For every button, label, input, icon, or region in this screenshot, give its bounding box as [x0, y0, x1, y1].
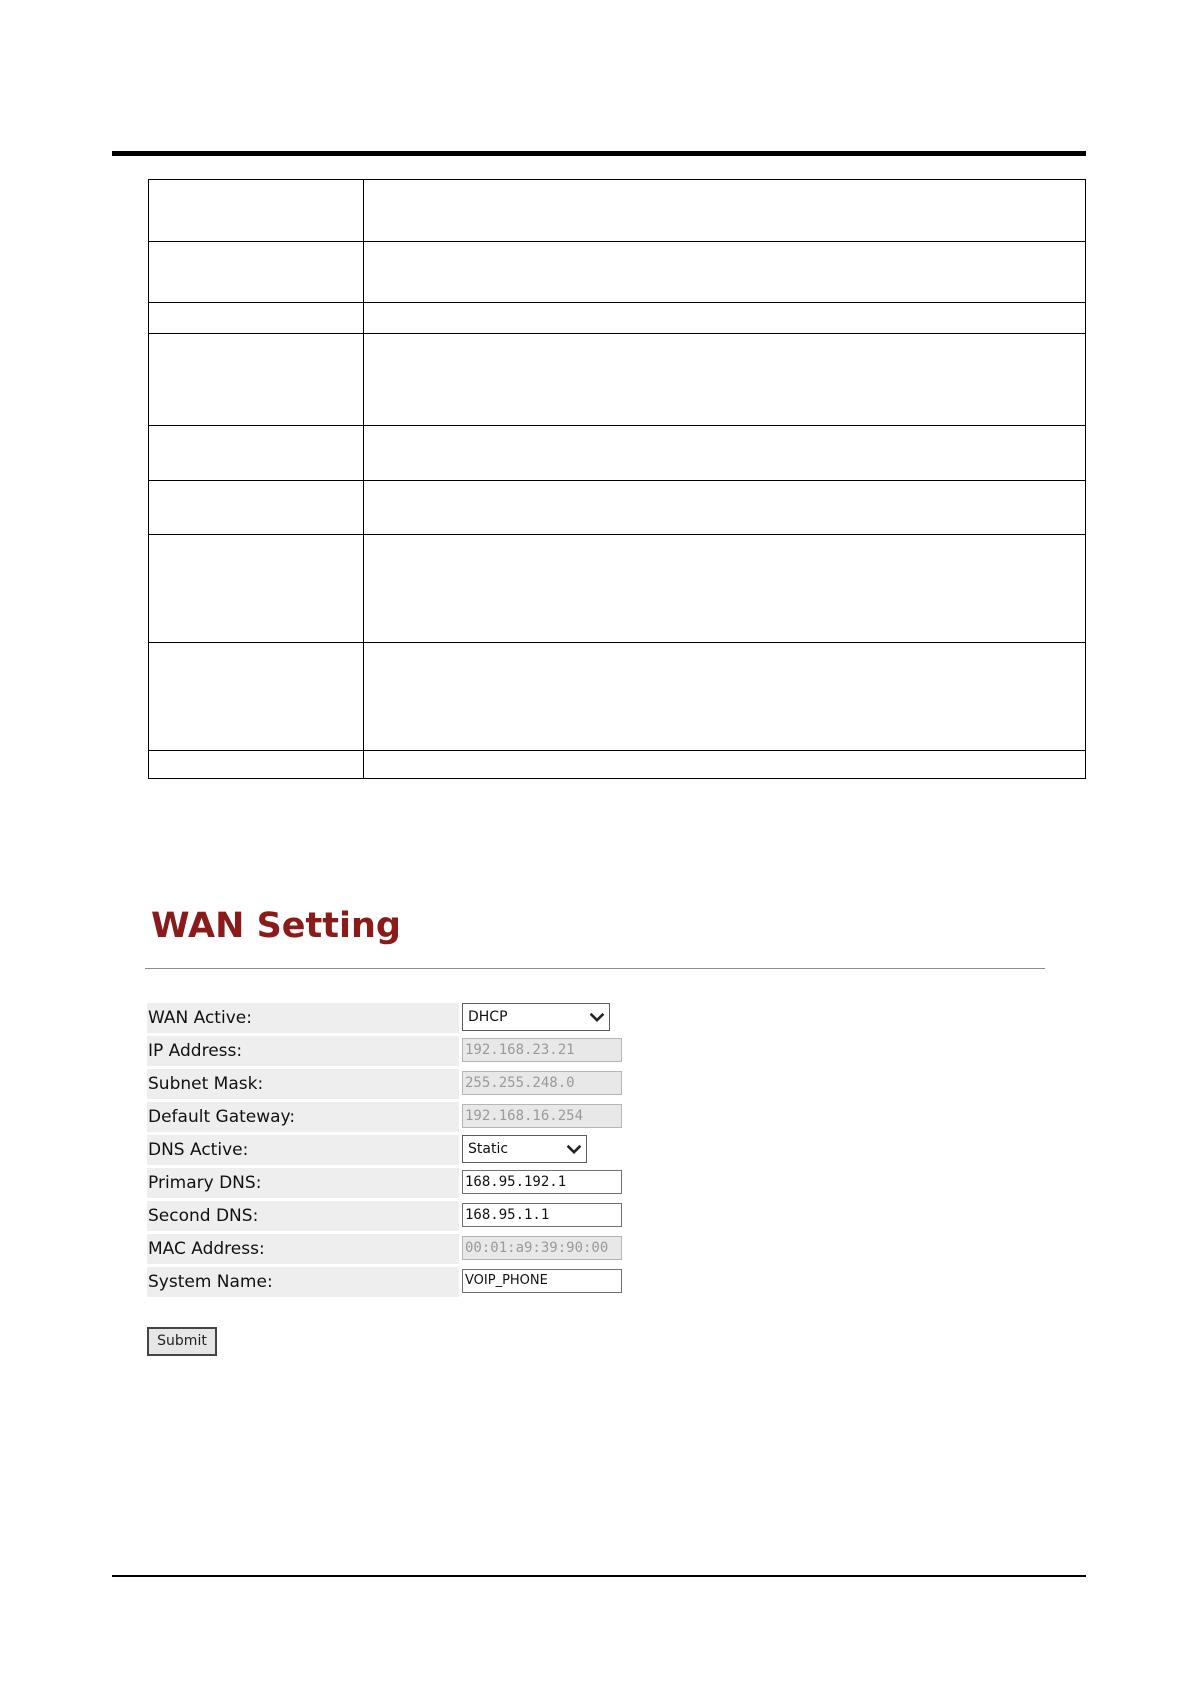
subnet-mask-field[interactable]: 255.255.248.0: [462, 1071, 622, 1095]
footer-rule: [112, 1575, 1086, 1577]
submit-button[interactable]: Submit: [147, 1327, 217, 1356]
table-row: [149, 334, 1086, 426]
ip-address-label: IP Address:: [147, 1036, 459, 1066]
table-row: [149, 180, 1086, 242]
description-table: [148, 179, 1086, 779]
system-name-row: [147, 1267, 625, 1297]
wan-setting-form: [147, 1003, 625, 1300]
subnet-mask-row: [147, 1069, 625, 1099]
primary-dns-field[interactable]: 168.95.192.1: [462, 1170, 622, 1194]
table-row: [149, 643, 1086, 751]
table-row: [149, 751, 1086, 779]
table-row: [149, 303, 1086, 334]
table-row: [149, 426, 1086, 481]
mac-address-row: [147, 1234, 625, 1264]
dns-active-row: [147, 1135, 625, 1165]
dns-active-select[interactable]: [462, 1135, 587, 1163]
chevron-down-icon: [566, 1141, 582, 1157]
second-dns-row: [147, 1201, 625, 1231]
subnet-mask-label: Subnet Mask:: [147, 1069, 459, 1099]
dns-active-value: Static: [468, 1141, 509, 1157]
header-rule: [112, 151, 1086, 156]
wan-active-value: DHCP: [468, 1009, 508, 1025]
page-title: WAN Setting: [151, 906, 401, 946]
title-divider: [145, 968, 1045, 969]
default-gateway-label: Default Gateway:: [147, 1102, 459, 1132]
table-row: [149, 242, 1086, 303]
system-name-label: System Name:: [147, 1267, 459, 1297]
primary-dns-label: Primary DNS:: [147, 1168, 459, 1198]
wan-active-select[interactable]: [462, 1003, 610, 1031]
mac-address-field[interactable]: 00:01:a9:39:90:00: [462, 1236, 622, 1260]
ip-address-field[interactable]: 192.168.23.21: [462, 1038, 622, 1062]
mac-address-label: MAC Address:: [147, 1234, 459, 1264]
wan-active-label: WAN Active:: [147, 1003, 459, 1033]
default-gateway-field[interactable]: 192.168.16.254: [462, 1104, 622, 1128]
ip-address-row: [147, 1036, 625, 1066]
dns-active-label: DNS Active:: [147, 1135, 459, 1165]
default-gateway-row: [147, 1102, 625, 1132]
wan-active-row: [147, 1003, 625, 1033]
table-row: [149, 481, 1086, 535]
table-row: [149, 535, 1086, 643]
chevron-down-icon: [589, 1009, 605, 1025]
second-dns-field[interactable]: 168.95.1.1: [462, 1203, 622, 1227]
primary-dns-row: [147, 1168, 625, 1198]
second-dns-label: Second DNS:: [147, 1201, 459, 1231]
system-name-field[interactable]: VOIP_PHONE: [462, 1269, 622, 1293]
